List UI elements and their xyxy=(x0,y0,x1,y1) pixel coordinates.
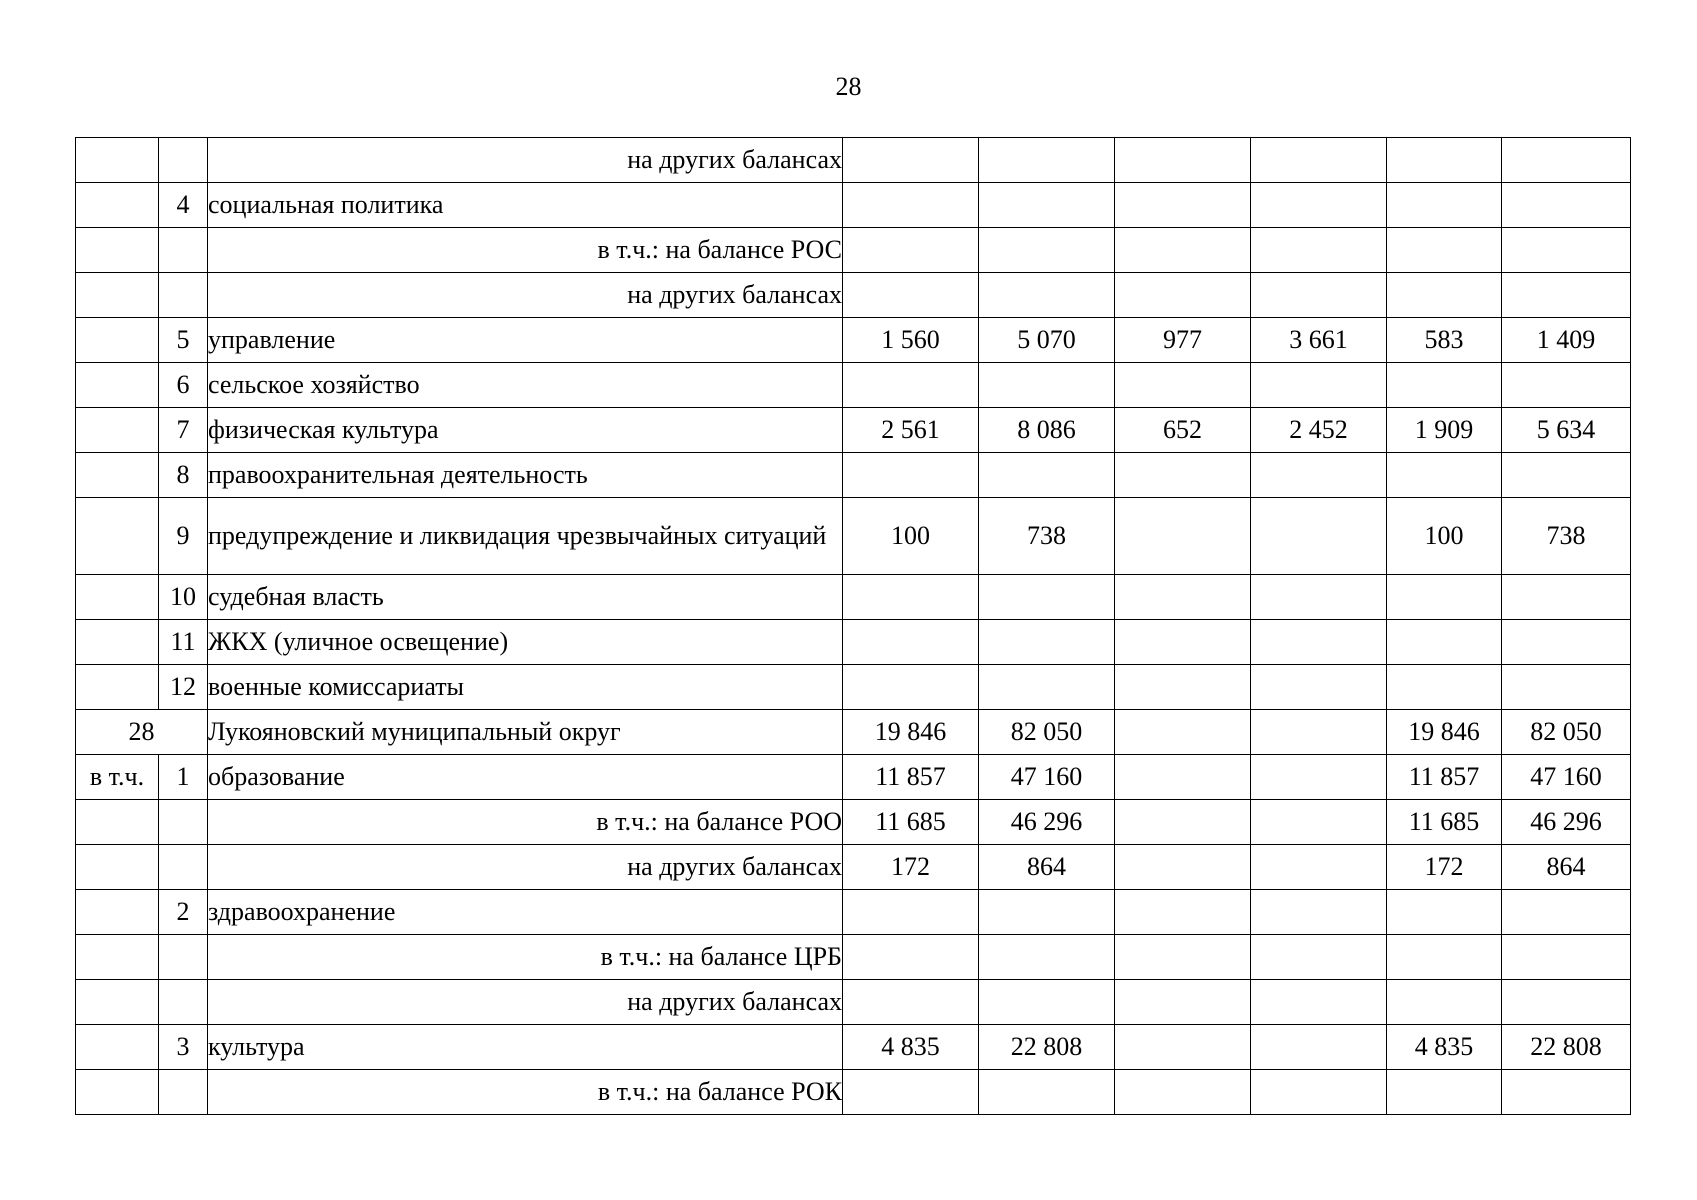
value-cell-col-5 xyxy=(1387,980,1502,1025)
value-cell-col-3 xyxy=(1115,183,1251,228)
table-row xyxy=(76,710,1631,755)
value-cell-col-1: 172 xyxy=(843,845,979,890)
value-cell-col-2: 864 xyxy=(979,845,1115,890)
value-cell-col-2: 46 296 xyxy=(979,800,1115,845)
value-cell-col-5: 100 xyxy=(1387,498,1502,575)
value-cell-col-6: 5 634 xyxy=(1502,408,1631,453)
value-cell-col-1: 2 561 xyxy=(843,408,979,453)
value-cell-col-1 xyxy=(843,575,979,620)
value-cell-col-2 xyxy=(979,138,1115,183)
value-cell-col-2 xyxy=(979,273,1115,318)
value-cell-col-5 xyxy=(1387,935,1502,980)
item-number-cell: 12 xyxy=(159,665,208,710)
value-cell-col-5 xyxy=(1387,183,1502,228)
district-number-cell: 28 xyxy=(76,710,208,755)
table-row xyxy=(76,1025,1631,1070)
value-cell-col-5: 172 xyxy=(1387,845,1502,890)
value-cell-col-4 xyxy=(1251,363,1387,408)
item-name-cell: на других балансах xyxy=(208,138,843,183)
value-cell-col-3 xyxy=(1115,620,1251,665)
value-cell-col-4 xyxy=(1251,665,1387,710)
value-cell-col-2 xyxy=(979,1070,1115,1115)
item-name-cell: военные комиссариаты xyxy=(208,665,843,710)
item-number-cell xyxy=(159,935,208,980)
item-number-cell: 2 xyxy=(159,890,208,935)
group-cell xyxy=(76,890,159,935)
value-cell-col-4 xyxy=(1251,890,1387,935)
value-cell-col-4 xyxy=(1251,453,1387,498)
value-cell-col-3: 652 xyxy=(1115,408,1251,453)
value-cell-col-1: 1 560 xyxy=(843,318,979,363)
value-cell-col-3 xyxy=(1115,845,1251,890)
table-row xyxy=(76,453,1631,498)
value-cell-col-2: 738 xyxy=(979,498,1115,575)
value-cell-col-6: 22 808 xyxy=(1502,1025,1631,1070)
group-cell xyxy=(76,665,159,710)
item-name-cell: в т.ч.: на балансе РОО xyxy=(208,800,843,845)
value-cell-col-3 xyxy=(1115,755,1251,800)
value-cell-col-1 xyxy=(843,890,979,935)
item-name-cell: в т.ч.: на балансе РОС xyxy=(208,228,843,273)
value-cell-col-1 xyxy=(843,183,979,228)
item-number-cell: 1 xyxy=(159,755,208,800)
value-cell-col-5 xyxy=(1387,138,1502,183)
item-name-cell: в т.ч.: на балансе ЦРБ xyxy=(208,935,843,980)
value-cell-col-6 xyxy=(1502,273,1631,318)
item-number-cell: 4 xyxy=(159,183,208,228)
item-name-cell: здравоохранение xyxy=(208,890,843,935)
value-cell-col-3 xyxy=(1115,1025,1251,1070)
value-cell-col-1 xyxy=(843,935,979,980)
group-cell xyxy=(76,935,159,980)
value-cell-col-6: 1 409 xyxy=(1502,318,1631,363)
item-number-cell xyxy=(159,800,208,845)
value-cell-col-6 xyxy=(1502,453,1631,498)
value-cell-col-4 xyxy=(1251,183,1387,228)
value-cell-col-4 xyxy=(1251,845,1387,890)
group-cell xyxy=(76,138,159,183)
table-row xyxy=(76,665,1631,710)
value-cell-col-1 xyxy=(843,620,979,665)
item-number-cell xyxy=(159,138,208,183)
value-cell-col-2 xyxy=(979,453,1115,498)
value-cell-col-3 xyxy=(1115,273,1251,318)
value-cell-col-6: 738 xyxy=(1502,498,1631,575)
value-cell-col-3 xyxy=(1115,710,1251,755)
value-cell-col-4 xyxy=(1251,138,1387,183)
value-cell-col-3 xyxy=(1115,498,1251,575)
value-cell-col-5: 4 835 xyxy=(1387,1025,1502,1070)
table-row xyxy=(76,138,1631,183)
table-row xyxy=(76,800,1631,845)
value-cell-col-6: 46 296 xyxy=(1502,800,1631,845)
value-cell-col-3 xyxy=(1115,1070,1251,1115)
value-cell-col-1 xyxy=(843,363,979,408)
value-cell-col-5 xyxy=(1387,1070,1502,1115)
item-name-cell: на других балансах xyxy=(208,980,843,1025)
item-name-cell: на других балансах xyxy=(208,845,843,890)
value-cell-col-2: 22 808 xyxy=(979,1025,1115,1070)
value-cell-col-5: 19 846 xyxy=(1387,710,1502,755)
group-cell xyxy=(76,453,159,498)
value-cell-col-5: 11 685 xyxy=(1387,800,1502,845)
value-cell-col-4 xyxy=(1251,1025,1387,1070)
value-cell-col-4 xyxy=(1251,800,1387,845)
value-cell-col-6 xyxy=(1502,980,1631,1025)
value-cell-col-3: 977 xyxy=(1115,318,1251,363)
value-cell-col-3 xyxy=(1115,453,1251,498)
item-name-cell: культура xyxy=(208,1025,843,1070)
table-row xyxy=(76,935,1631,980)
value-cell-col-1 xyxy=(843,228,979,273)
value-cell-col-1: 100 xyxy=(843,498,979,575)
value-cell-col-2: 8 086 xyxy=(979,408,1115,453)
table-row xyxy=(76,273,1631,318)
value-cell-col-5 xyxy=(1387,620,1502,665)
item-number-cell xyxy=(159,1070,208,1115)
value-cell-col-5 xyxy=(1387,273,1502,318)
value-cell-col-5 xyxy=(1387,453,1502,498)
value-cell-col-2 xyxy=(979,228,1115,273)
value-cell-col-1: 4 835 xyxy=(843,1025,979,1070)
table-row xyxy=(76,498,1631,575)
table-row xyxy=(76,845,1631,890)
value-cell-col-1 xyxy=(843,453,979,498)
value-cell-col-5: 11 857 xyxy=(1387,755,1502,800)
group-cell xyxy=(76,800,159,845)
value-cell-col-2 xyxy=(979,935,1115,980)
item-name-cell: Лукояновский муниципальный округ xyxy=(208,710,843,755)
value-cell-col-2 xyxy=(979,620,1115,665)
value-cell-col-4 xyxy=(1251,1070,1387,1115)
item-name-cell: социальная политика xyxy=(208,183,843,228)
item-name-cell: физическая культура xyxy=(208,408,843,453)
item-number-cell: 7 xyxy=(159,408,208,453)
value-cell-col-6 xyxy=(1502,183,1631,228)
value-cell-col-4 xyxy=(1251,498,1387,575)
item-number-cell xyxy=(159,980,208,1025)
value-cell-col-6 xyxy=(1502,363,1631,408)
value-cell-col-6: 864 xyxy=(1502,845,1631,890)
value-cell-col-5 xyxy=(1387,665,1502,710)
item-number-cell xyxy=(159,845,208,890)
item-number-cell: 5 xyxy=(159,318,208,363)
group-cell xyxy=(76,980,159,1025)
item-number-cell: 3 xyxy=(159,1025,208,1070)
value-cell-col-2 xyxy=(979,363,1115,408)
value-cell-col-1 xyxy=(843,665,979,710)
table-row xyxy=(76,363,1631,408)
value-cell-col-3 xyxy=(1115,890,1251,935)
value-cell-col-4 xyxy=(1251,620,1387,665)
item-number-cell: 9 xyxy=(159,498,208,575)
group-cell xyxy=(76,845,159,890)
value-cell-col-4 xyxy=(1251,228,1387,273)
value-cell-col-6 xyxy=(1502,890,1631,935)
value-cell-col-2: 5 070 xyxy=(979,318,1115,363)
group-cell xyxy=(76,620,159,665)
item-name-cell: судебная власть xyxy=(208,575,843,620)
item-name-cell: предупреждение и ликвидация чрезвычайных ситуаций xyxy=(208,498,843,575)
page-number: 28 xyxy=(835,72,862,101)
item-name-cell: образование xyxy=(208,755,843,800)
value-cell-col-2 xyxy=(979,575,1115,620)
value-cell-col-1 xyxy=(843,1070,979,1115)
value-cell-col-6 xyxy=(1502,575,1631,620)
value-cell-col-1 xyxy=(843,138,979,183)
value-cell-col-6: 47 160 xyxy=(1502,755,1631,800)
value-cell-col-2: 82 050 xyxy=(979,710,1115,755)
value-cell-col-3 xyxy=(1115,800,1251,845)
item-number-cell: 10 xyxy=(159,575,208,620)
value-cell-col-6: 82 050 xyxy=(1502,710,1631,755)
group-cell xyxy=(76,1025,159,1070)
table-row xyxy=(76,890,1631,935)
value-cell-col-4 xyxy=(1251,980,1387,1025)
item-number-cell xyxy=(159,273,208,318)
value-cell-col-1: 19 846 xyxy=(843,710,979,755)
value-cell-col-6 xyxy=(1502,935,1631,980)
table-row xyxy=(76,183,1631,228)
group-cell xyxy=(76,498,159,575)
group-cell: в т.ч. xyxy=(76,755,159,800)
table-row xyxy=(76,755,1631,800)
table-row xyxy=(76,620,1631,665)
value-cell-col-4: 3 661 xyxy=(1251,318,1387,363)
table-body xyxy=(76,138,1631,1115)
value-cell-col-2: 47 160 xyxy=(979,755,1115,800)
value-cell-col-4 xyxy=(1251,575,1387,620)
item-number-cell: 6 xyxy=(159,363,208,408)
value-cell-col-1 xyxy=(843,980,979,1025)
item-name-cell: правоохранительная деятельность xyxy=(208,453,843,498)
group-cell xyxy=(76,575,159,620)
table-row xyxy=(76,318,1631,363)
value-cell-col-3 xyxy=(1115,575,1251,620)
group-cell xyxy=(76,1070,159,1115)
value-cell-col-2 xyxy=(979,665,1115,710)
value-cell-col-5 xyxy=(1387,890,1502,935)
value-cell-col-4 xyxy=(1251,273,1387,318)
budget-table xyxy=(75,137,1631,1115)
value-cell-col-6 xyxy=(1502,1070,1631,1115)
group-cell xyxy=(76,183,159,228)
item-number-cell xyxy=(159,228,208,273)
value-cell-col-5 xyxy=(1387,228,1502,273)
table-row xyxy=(76,1070,1631,1115)
group-cell xyxy=(76,408,159,453)
table-row xyxy=(76,575,1631,620)
value-cell-col-3 xyxy=(1115,228,1251,273)
group-cell xyxy=(76,273,159,318)
value-cell-col-1: 11 685 xyxy=(843,800,979,845)
value-cell-col-6 xyxy=(1502,620,1631,665)
value-cell-col-4: 2 452 xyxy=(1251,408,1387,453)
value-cell-col-4 xyxy=(1251,935,1387,980)
table-row xyxy=(76,980,1631,1025)
value-cell-col-5: 583 xyxy=(1387,318,1502,363)
item-name-cell: на других балансах xyxy=(208,273,843,318)
value-cell-col-3 xyxy=(1115,363,1251,408)
value-cell-col-3 xyxy=(1115,138,1251,183)
value-cell-col-4 xyxy=(1251,755,1387,800)
value-cell-col-2 xyxy=(979,890,1115,935)
table-row xyxy=(76,228,1631,273)
value-cell-col-1: 11 857 xyxy=(843,755,979,800)
value-cell-col-3 xyxy=(1115,980,1251,1025)
value-cell-col-5 xyxy=(1387,575,1502,620)
value-cell-col-5 xyxy=(1387,363,1502,408)
value-cell-col-2 xyxy=(979,980,1115,1025)
item-name-cell: в т.ч.: на балансе РОК xyxy=(208,1070,843,1115)
table-row xyxy=(76,408,1631,453)
group-cell xyxy=(76,228,159,273)
item-number-cell: 8 xyxy=(159,453,208,498)
value-cell-col-6 xyxy=(1502,138,1631,183)
value-cell-col-3 xyxy=(1115,665,1251,710)
item-name-cell: ЖКХ (уличное освещение) xyxy=(208,620,843,665)
item-name-cell: управление xyxy=(208,318,843,363)
group-cell xyxy=(76,363,159,408)
value-cell-col-6 xyxy=(1502,665,1631,710)
value-cell-col-5: 1 909 xyxy=(1387,408,1502,453)
group-cell xyxy=(76,318,159,363)
value-cell-col-1 xyxy=(843,273,979,318)
value-cell-col-6 xyxy=(1502,228,1631,273)
item-name-cell: сельское хозяйство xyxy=(208,363,843,408)
value-cell-col-3 xyxy=(1115,935,1251,980)
value-cell-col-2 xyxy=(979,183,1115,228)
value-cell-col-4 xyxy=(1251,710,1387,755)
item-number-cell: 11 xyxy=(159,620,208,665)
